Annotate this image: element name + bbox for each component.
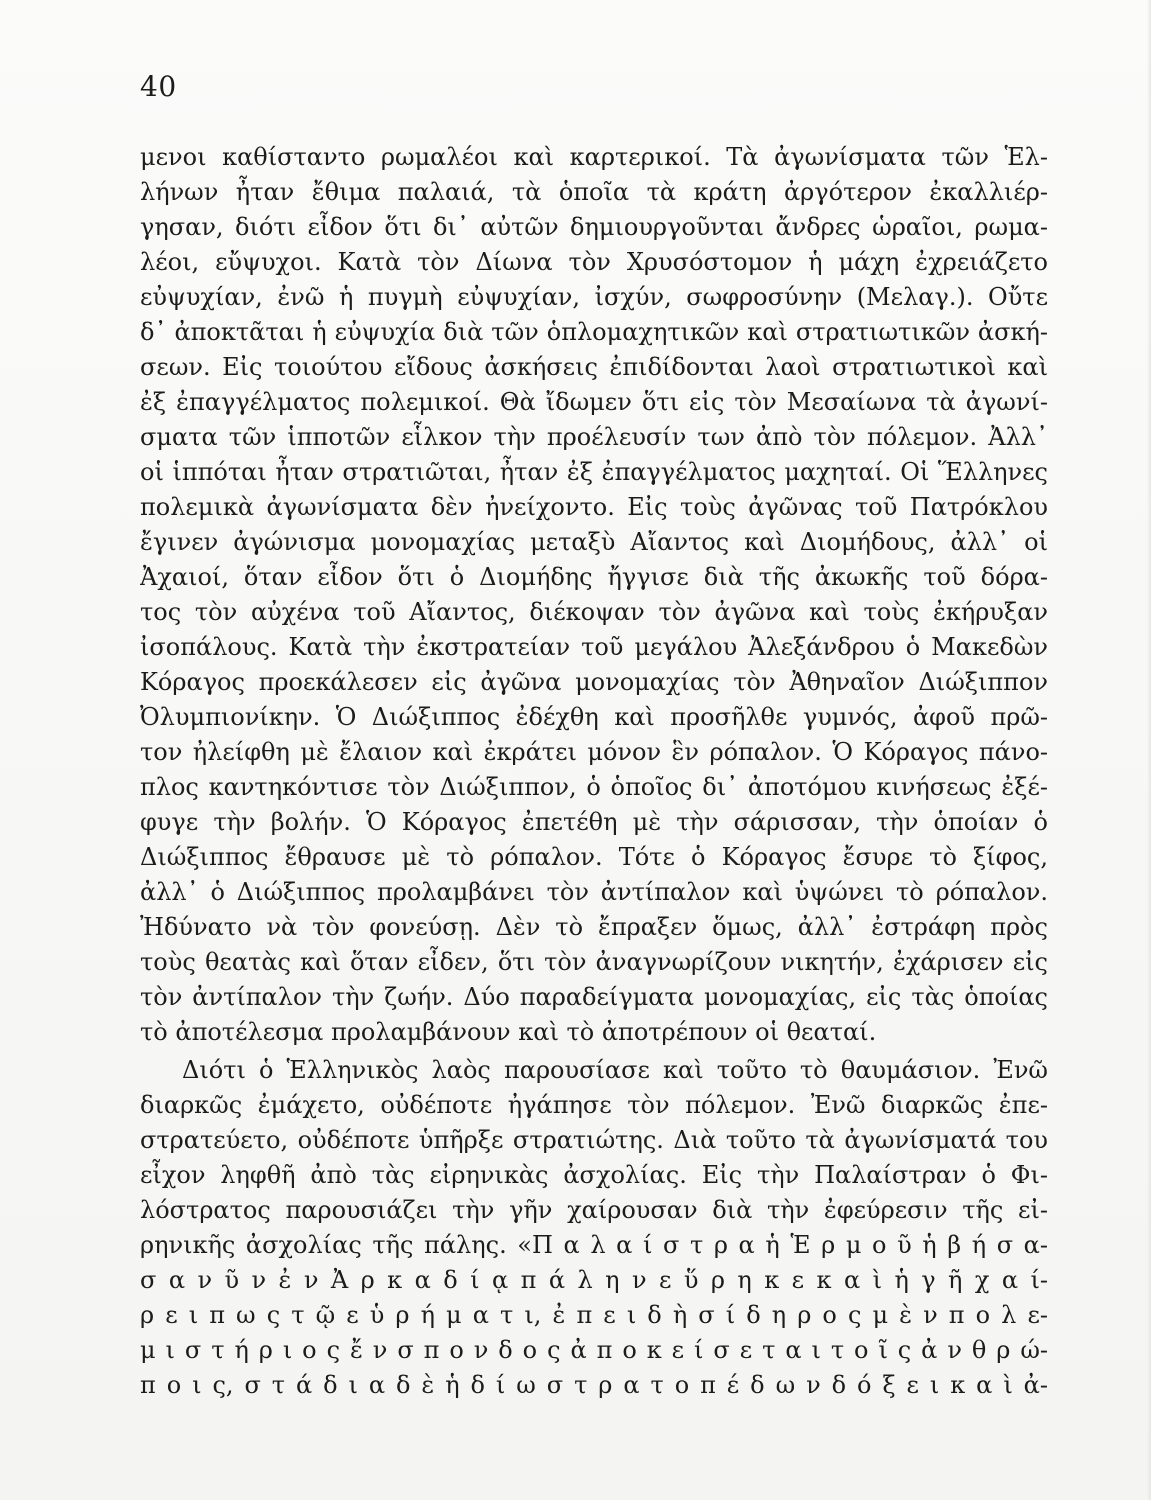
text-line: ρ ε ι π ω ς τ ῷ ε ὑ ρ ή μ α τ ι, ἐ π ε ι δ ὴ σ ί δ η ρ ο ς μ ὲ ν π ο λ ε- (140, 1301, 1048, 1329)
text-line: δ᾿ ἀποκτᾶται ἡ εὐψυχία διὰ τῶν ὁπλομαχητικῶν καὶ στρατιωτικῶν ἀσκή- (140, 318, 1048, 346)
text-line: Ἠδύνατο νὰ τὸν φονεύσῃ. Δὲν τὸ ἔπραξεν ὅμως, ἀλλ᾿ ἐστράφη πρὸς (140, 913, 1048, 941)
text-line: Διώξιππος ἔθραυσε μὲ τὸ ρόπαλον. Τότε ὁ Κόραγος ἔσυρε τὸ ξίφος, (140, 843, 1048, 871)
text-line: Ἀχαιοί, ὅταν εἶδον ὅτι ὁ Διομήδης ἤγγισε διὰ τῆς ἀκωκῆς τοῦ δόρα- (140, 563, 1048, 591)
text-line: πλος καντηκόντισε τὸν Διώξιππον, ὁ ὁποῖος δι᾿ ἀποτόμου κινήσεως ἐξέ- (140, 773, 1048, 801)
text-line: εὐψυχίαν, ἐνῶ ἡ πυγμὴ εὐψυχίαν, ἰσχύν, σωφροσύνην (Μελαγ.). Οὔτε (140, 283, 1048, 311)
text-line: τος τὸν αὐχένα τοῦ Αἴαντος, διέκοψαν τὸν ἀγῶνα καὶ τοὺς ἐκήρυξαν (140, 598, 1048, 626)
text-line: γησαν, διότι εἶδον ὅτι δι᾿ αὐτῶν δημιουργοῦνται ἄνδρες ὡραῖοι, ρωμα- (140, 213, 1048, 241)
page-edge-shadow (1147, 0, 1151, 1500)
text-line: Διότι ὁ Ἑλληνικὸς λαὸς παρουσίασε καὶ τοῦτο τὸ θαυμάσιον. Ἐνῶ (182, 1056, 1048, 1084)
text-line: διαρκῶς ἐμάχετο, οὐδέποτε ἠγάπησε τὸν πόλεμον. Ἐνῶ διαρκῶς ἐπε- (140, 1091, 1048, 1119)
text-line: ρηνικῆς ἀσχολίας τῆς πάλης. «Π α λ α ί σ τ ρ α ἡ Ἑ ρ μ ο ῦ ἡ β ή σ α- (140, 1231, 1048, 1259)
text-line: πολεμικὰ ἀγωνίσματα δὲν ἠνείχοντο. Εἰς τοὺς ἀγῶνας τοῦ Πατρόκλου (140, 493, 1048, 521)
text-line: Ὀλυμπιονίκην. Ὁ Διώξιππος ἐδέχθη καὶ προσῆλθε γυμνός, ἀφοῦ πρῶ- (140, 703, 1048, 731)
text-line: σ α ν ῦ ν ἐ ν Ἀ ρ κ α δ ί ᾳ π ά λ η ν ε ὕ ρ η κ ε κ α ὶ ἡ γ ῆ χ α ί- (140, 1266, 1048, 1294)
text-line: οἱ ἱππόται ἦταν στρατιῶται, ἦταν ἐξ ἐπαγγέλματος μαχηταί. Οἱ Ἕλληνες (140, 458, 1048, 486)
text-line: ἐξ ἐπαγγέλματος πολεμικοί. Θὰ ἴδωμεν ὅτι εἰς τὸν Μεσαίωνα τὰ ἀγωνί- (140, 388, 1048, 416)
text-line: ἔγινεν ἀγώνισμα μονομαχίας μεταξὺ Αἴαντος καὶ Διομήδους, ἀλλ᾿ οἱ (140, 528, 1048, 556)
text-line: π ο ι ς, σ τ ά δ ι α δ ὲ ἡ δ ί ω σ τ ρ α τ ο π έ δ ω ν δ ό ξ ε ι κ α ὶ ἀ- (140, 1371, 1048, 1399)
text-line: τον ἠλείφθη μὲ ἔλαιον καὶ ἐκράτει μόνον ἓν ρόπαλον. Ὁ Κόραγος πάνο- (140, 738, 1048, 766)
text-line: λόστρατος παρουσιάζει τὴν γῆν χαίρουσαν διὰ τὴν ἐφεύρεσιν τῆς εἰ- (140, 1196, 1048, 1224)
text-line: τὸ ἀποτέλεσμα προλαμβάνουν καὶ τὸ ἀποτρέπουν οἱ θεαταί. (140, 1018, 877, 1046)
text-line: τὸν ἀντίπαλον τὴν ζωήν. Δύο παραδείγματα μονομαχίας, εἰς τὰς ὁποίας (140, 983, 1048, 1011)
text-line: ἀλλ᾿ ὁ Διώξιππος προλαμβάνει τὸν ἀντίπαλον καὶ ὑψώνει τὸ ρόπαλον. (140, 878, 1048, 906)
text-line: φυγε τὴν βολήν. Ὁ Κόραγος ἐπετέθη μὲ τὴν σάρισσαν, τὴν ὁποίαν ὁ (140, 808, 1048, 836)
text-line: Κόραγος προεκάλεσεν εἰς ἀγῶνα μονομαχίας τὸν Ἀθηναῖον Διώξιππον (140, 668, 1048, 696)
text-line: λήνων ἦταν ἔθιμα παλαιά, τὰ ὁποῖα τὰ κράτη ἀργότερον ἐκαλλιέρ- (140, 178, 1048, 206)
text-line: ἰσοπάλους. Κατὰ τὴν ἐκστρατείαν τοῦ μεγάλου Ἀλεξάνδρου ὁ Μακεδὼν (140, 633, 1048, 661)
text-line: στρατεύετο, οὐδέποτε ὑπῆρξε στρατιώτης. Διὰ τοῦτο τὰ ἀγωνίσματά του (140, 1126, 1048, 1154)
body-text (140, 140, 1048, 1403)
text-line: μενοι καθίσταντο ρωμαλέοι καὶ καρτερικοί. Τὰ ἀγωνίσματα τῶν Ἑλ- (140, 143, 1048, 171)
paragraph-2 (140, 1053, 1048, 1403)
text-line: σεων. Εἰς τοιούτου εἴδους ἀσκήσεις ἐπιδίδονται λαοὶ στρατιωτικοὶ καὶ (140, 353, 1048, 381)
text-line: εἶχον ληφθῆ ἀπὸ τὰς εἰρηνικὰς ἀσχολίας. Εἰς τὴν Παλαίστραν ὁ Φι- (140, 1161, 1048, 1189)
text-line: σματα τῶν ἱπποτῶν εἷλκον τὴν προέλευσίν των ἀπὸ τὸν πόλεμον. Ἀλλ᾿ (140, 423, 1048, 451)
text-line: λέοι, εὔψυχοι. Κατὰ τὸν Δίωνα τὸν Χρυσόστομον ἡ μάχη ἐχρειάζετο (140, 248, 1048, 276)
text-line: μ ι σ τ ή ρ ι ο ς ἔ ν σ π ο ν δ ο ς ἀ π ο κ ε ί σ ε τ α ι τ ο ῖ ς ἀ ν θ ρ ώ- (140, 1336, 1048, 1364)
text-line: τοὺς θεατὰς καὶ ὅταν εἶδεν, ὅτι τὸν ἀναγνωρίζουν νικητήν, ἐχάρισεν εἰς (140, 948, 1048, 976)
paragraph-1 (140, 140, 1048, 1050)
page-number: 40 (140, 70, 177, 103)
